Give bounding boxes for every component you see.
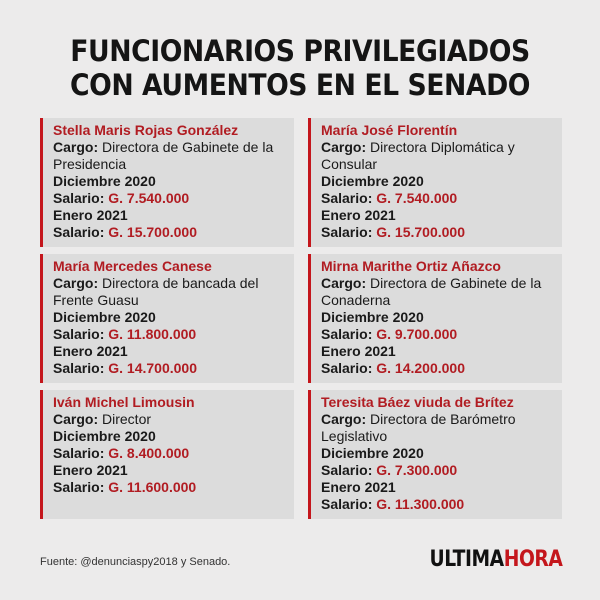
salary-jan-line xyxy=(321,360,556,377)
salary-jan-value: G. 11.600.000 xyxy=(108,479,197,495)
title-line-2: CON AUMENTOS EN EL SENADO xyxy=(70,68,530,102)
salary-dec-value: G. 9.700.000 xyxy=(376,326,458,342)
logo-ultima: ULTIMA xyxy=(429,547,504,572)
cargo-line xyxy=(53,275,288,309)
cargo-value: Director xyxy=(102,411,152,427)
salary-jan-value: G. 11.300.000 xyxy=(376,496,465,512)
salary-dec-line xyxy=(53,326,288,343)
period-jan: Enero 2021 xyxy=(53,343,128,359)
salary-dec-value: G. 7.540.000 xyxy=(376,190,458,206)
official-card xyxy=(308,254,562,383)
salary-label: Salario: xyxy=(321,224,373,240)
cargo-value: Directora de Gabinete de la Presidencia xyxy=(53,139,274,172)
salary-dec-line xyxy=(321,326,556,343)
cargo-value: Directora de bancada del Frente Guasu xyxy=(53,275,259,308)
period-dec: Diciembre 2020 xyxy=(321,445,424,461)
ultimahora-logo xyxy=(429,547,562,572)
official-name: Stella Maris Rojas González xyxy=(53,122,239,138)
period-jan: Enero 2021 xyxy=(53,207,128,223)
title-line-1: FUNCIONARIOS PRIVILEGIADOS xyxy=(70,34,530,68)
period-dec: Diciembre 2020 xyxy=(53,428,156,444)
cargo-line xyxy=(321,411,556,445)
cargo-value: Directora de Barómetro Legislativo xyxy=(321,411,516,444)
cargo-label: Cargo: xyxy=(321,275,367,291)
official-card xyxy=(308,118,562,247)
salary-jan-value: G. 14.700.000 xyxy=(108,360,197,376)
official-name: Iván Michel Limousin xyxy=(53,394,195,410)
cargo-label: Cargo: xyxy=(321,411,367,427)
period-dec: Diciembre 2020 xyxy=(321,309,424,325)
salary-jan-value: G. 15.700.000 xyxy=(108,224,197,240)
official-card xyxy=(40,254,294,383)
period-dec: Diciembre 2020 xyxy=(53,309,156,325)
period-jan: Enero 2021 xyxy=(53,462,128,478)
salary-jan-line xyxy=(53,360,288,377)
period-jan: Enero 2021 xyxy=(321,207,396,223)
salary-label: Salario: xyxy=(53,360,105,376)
salary-label: Salario: xyxy=(53,224,105,240)
salary-dec-value: G. 8.400.000 xyxy=(108,445,190,461)
official-name: Teresita Báez viuda de Brítez xyxy=(321,394,514,410)
period-jan: Enero 2021 xyxy=(321,343,396,359)
cargo-line xyxy=(321,139,556,173)
salary-jan-line xyxy=(321,224,556,241)
salary-jan-value: G. 15.700.000 xyxy=(376,224,465,240)
salary-jan-line xyxy=(321,496,556,513)
salary-dec-line xyxy=(321,462,556,479)
salary-jan-value: G. 14.200.000 xyxy=(376,360,465,376)
salary-label: Salario: xyxy=(321,496,373,512)
page-title xyxy=(24,34,576,102)
salary-dec-line xyxy=(53,190,288,207)
salary-label: Salario: xyxy=(321,360,373,376)
cargo-line xyxy=(53,139,288,173)
salary-dec-value: G. 11.800.000 xyxy=(108,326,197,342)
official-card xyxy=(40,390,294,519)
source-note: Fuente: @denunciaspy2018 y Senado. xyxy=(40,556,231,568)
salary-label: Salario: xyxy=(321,190,373,206)
official-name: María Mercedes Canese xyxy=(53,258,212,274)
official-card xyxy=(40,118,294,247)
salary-dec-value: G. 7.540.000 xyxy=(108,190,190,206)
salary-label: Salario: xyxy=(53,326,105,342)
cargo-line xyxy=(321,275,556,309)
cargo-label: Cargo: xyxy=(53,411,99,427)
logo-hora: HORA xyxy=(503,547,562,572)
period-dec: Diciembre 2020 xyxy=(321,173,424,189)
period-dec: Diciembre 2020 xyxy=(53,173,156,189)
official-name: Mirna Marithe Ortiz Añazco xyxy=(321,258,501,274)
salary-label: Salario: xyxy=(321,326,373,342)
cargo-label: Cargo: xyxy=(53,275,99,291)
salary-dec-line xyxy=(53,445,288,462)
officials-grid xyxy=(40,118,562,519)
salary-label: Salario: xyxy=(321,462,373,478)
cargo-label: Cargo: xyxy=(321,139,367,155)
cargo-value: Directora Diplomática y Consular xyxy=(321,139,515,172)
official-name: María José Florentín xyxy=(321,122,458,138)
salary-jan-line xyxy=(53,479,288,496)
period-jan: Enero 2021 xyxy=(321,479,396,495)
cargo-line xyxy=(53,411,288,428)
salary-label: Salario: xyxy=(53,445,105,461)
official-card xyxy=(308,390,562,519)
salary-label: Salario: xyxy=(53,190,105,206)
salary-jan-line xyxy=(53,224,288,241)
salary-dec-value: G. 7.300.000 xyxy=(376,462,458,478)
salary-label: Salario: xyxy=(53,479,105,495)
cargo-label: Cargo: xyxy=(53,139,99,155)
cargo-value: Directora de Gabinete de la Conaderna xyxy=(321,275,542,308)
salary-dec-line xyxy=(321,190,556,207)
